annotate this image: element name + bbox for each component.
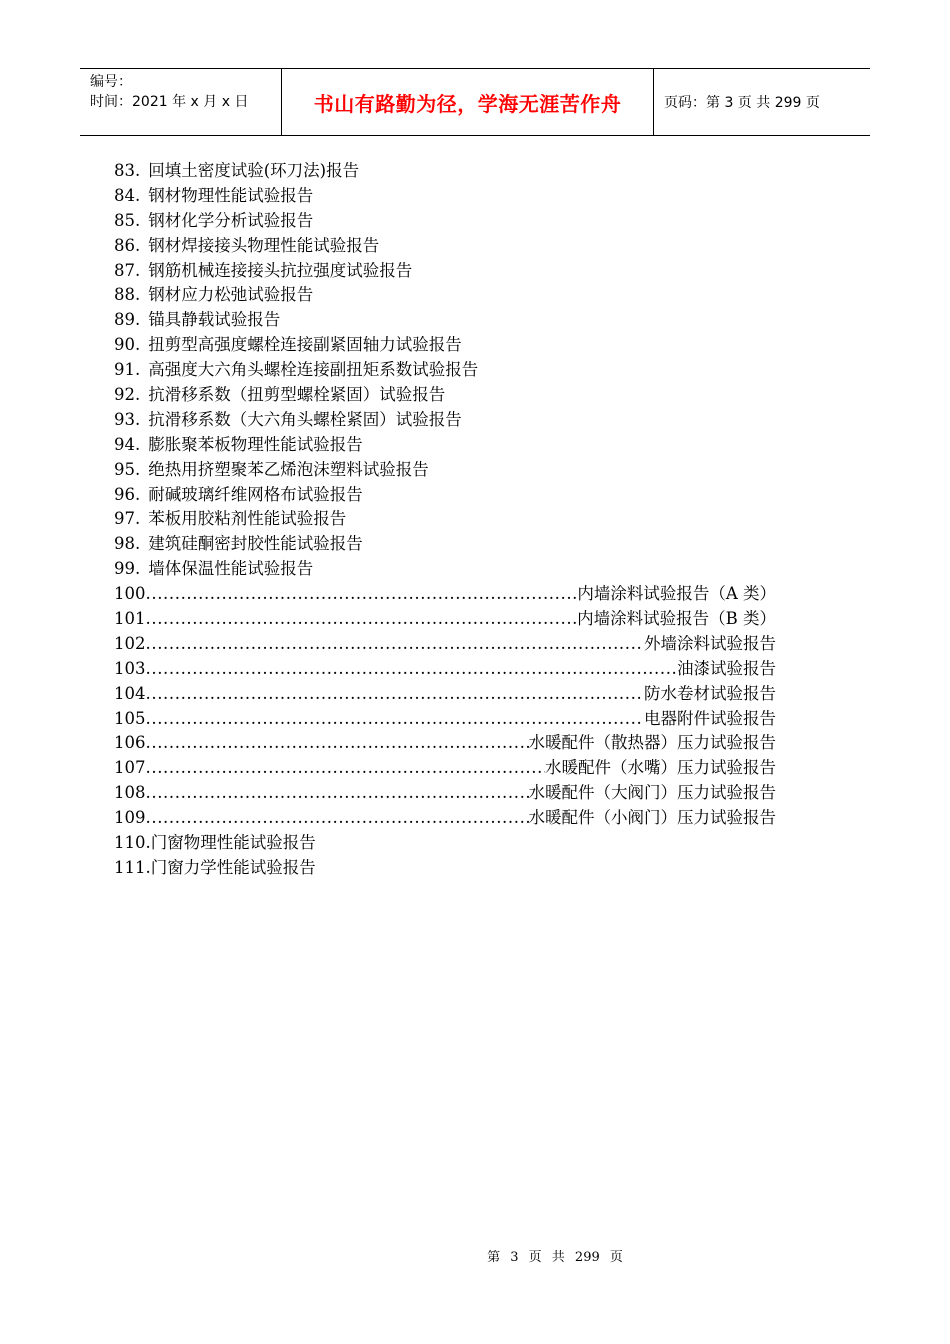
dot-leader: [146, 731, 529, 756]
list-item: 97. 苯板用胶粘剂性能试验报告: [114, 509, 347, 529]
dot-leader: [146, 806, 529, 831]
dot-leader: [146, 582, 578, 607]
list-item: 88. 钢材应力松弛试验报告: [114, 285, 314, 305]
dot-leader: [146, 657, 678, 682]
toc-entry: 100 ..... 内墙涂料试验报告（A 类）: [114, 582, 776, 607]
list-item: 96. 耐碱玻璃纤维网格布试验报告: [114, 484, 363, 504]
list-item: 89. 锚具静载试验报告: [114, 310, 281, 330]
list-item: 84. 钢材物理性能试验报告: [114, 185, 314, 205]
toc-entry: 109 ..... 水暖配件（小阀门）压力试验报告: [114, 806, 776, 831]
document-number-label: 编号：: [90, 74, 132, 90]
toc-entry: 108 ..... 水暖配件（大阀门）压力试验报告: [114, 781, 776, 806]
list-item: 98. 建筑硅酮密封胶性能试验报告: [114, 534, 363, 554]
dot-leader: [146, 682, 645, 707]
list-item: 92. 抗滑移系数（扭剪型螺栓紧固）试验报告: [114, 385, 446, 405]
list-item: 85. 钢材化学分析试验报告: [114, 210, 314, 230]
list-item: 94. 膨胀聚苯板物理性能试验报告: [114, 434, 363, 454]
dot-leader: [146, 707, 645, 732]
header-meta: [80, 69, 282, 135]
toc-entry: 101 ..... 内墙涂料试验报告（B 类）: [114, 607, 776, 632]
toc-entry: 107 ..... 水暖配件（水嘴）压力试验报告: [114, 756, 776, 781]
dot-leader: [146, 756, 546, 781]
list-item: 86. 钢材焊接接头物理性能试验报告: [114, 235, 380, 255]
list-item: 91. 高强度大六角头螺栓连接副扭矩系数试验报告: [114, 360, 479, 380]
toc-entry: 105 ..... 电器附件试验报告: [114, 707, 776, 732]
header-page-info: 页码：第 3 页 共 299 页: [664, 95, 820, 111]
header-motto: 书山有路勤为径，学海无涯苦作舟: [282, 69, 654, 135]
page-footer: 第 3 页 共 299 页: [487, 1250, 623, 1265]
dot-leader: [146, 781, 529, 806]
toc-entry: 102 ..... 外墙涂料试验报告: [114, 632, 776, 657]
list-item: 95. 绝热用挤塑聚苯乙烯泡沫塑料试验报告: [114, 459, 429, 479]
toc-entry: 104 ..... 防水卷材试验报告: [114, 682, 776, 707]
toc-entry: 106 ..... 水暖配件（散热器）压力试验报告: [114, 731, 776, 756]
dot-leader: [146, 632, 645, 657]
list-item: 110.门窗物理性能试验报告: [114, 833, 316, 853]
dot-leader: [146, 607, 578, 632]
list-item: 83. 回填土密度试验(环刀法)报告: [114, 161, 360, 180]
list-item: 87. 钢筋机械连接接头抗拉强度试验报告: [114, 260, 413, 280]
list-item: 99. 墙体保温性能试验报告: [114, 559, 314, 579]
list-item: 111.门窗力学性能试验报告: [114, 857, 316, 877]
list-item: 93. 抗滑移系数（大六角头螺栓紧固）试验报告: [114, 409, 462, 429]
toc-entry: 103 ..... 油漆试验报告: [114, 657, 776, 682]
report-list: [114, 159, 776, 881]
list-item: 90. 扭剪型高强度螺栓连接副紧固轴力试验报告: [114, 335, 462, 355]
document-time: 时间：2021 年 x 月 x 日: [90, 94, 249, 110]
page-header: [80, 68, 870, 136]
